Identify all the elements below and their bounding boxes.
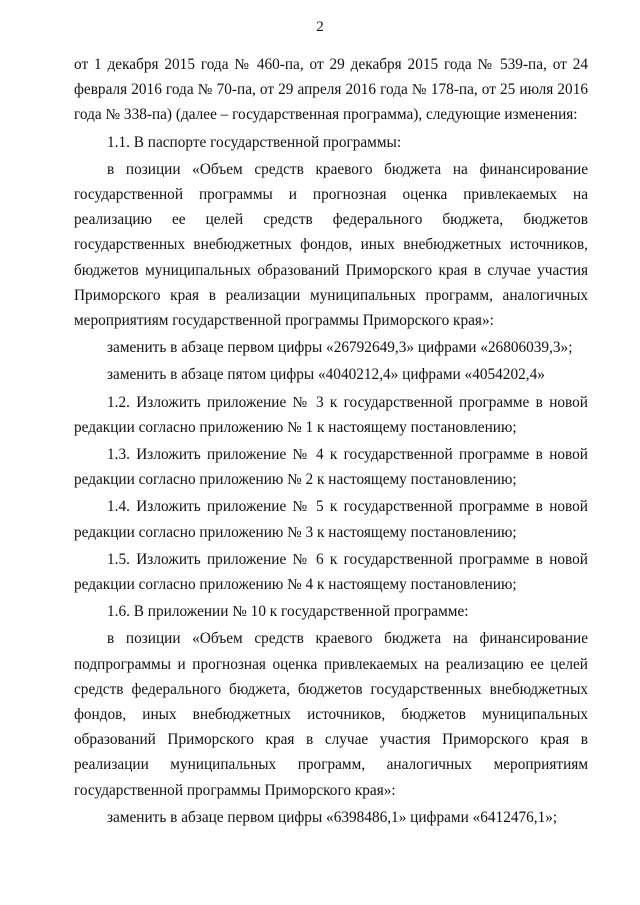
paragraph-item-1-1: 1.1. В паспорте государственной программы:	[107, 133, 402, 151]
paragraph-replace-appendix-10: заменить в абзаце первом цифры «6398486,1» цифрами «6412476,1»;	[107, 808, 558, 826]
paragraph-position-appendix-10: в позиции «Объем средств краевого бюджета на финансирование подпрограммы и прогнозная оценка привлекаемых на реализацию ее целей средств федерального бюджета, бюджетов государственных внебюджетных фондов, иных внебюджетных источников, бюджетов муниципальных образований Приморского края в случае участия Приморского края в реализации муниципальных программ, аналогичных мероприятиям государственной программы Приморского края»:	[74, 630, 588, 799]
paragraph-item-1-4: 1.4. Изложить приложение № 5 к государственной программе в новой редакции согласно приложению № 3 к настоящему постановлению;	[74, 498, 588, 541]
paragraph-intro-continuation: от 1 декабря 2015 года № 460-па, от 29 декабря 2015 года № 539-па, от 24 февраля 2016 года № 70-па, от 29 апреля 2016 года № 178-па, от 25 июля 2016 года № 338-па) (далее – государственная программа), следующие изменения:	[74, 56, 588, 124]
paragraph-item-1-3: 1.3. Изложить приложение № 4 к государственной программе в новой редакции согласно приложению № 2 к настоящему постановлению;	[74, 446, 588, 489]
paragraph-position-passport: в позиции «Объем средств краевого бюджета на финансирование государственной программы и прогнозная оценка привлекаемых на реализацию ее целей средств федерального бюджета, бюджетов государственных внебюджетных фондов, иных внебюджетных источников, бюджетов муниципальных образований Приморского края в случае участия Приморского края в реализации муниципальных программ, аналогичных мероприятиям государственной программы Приморского края»:	[74, 160, 588, 330]
page-number: 2	[316, 19, 324, 35]
paragraph-item-1-5: 1.5. Изложить приложение № 6 к государственной программе в новой редакции согласно приложению № 4 к настоящему постановлению;	[74, 550, 588, 594]
paragraph-item-1-2: 1.2. Изложить приложение № 3 к государственной программе в новой редакции согласно приложению № 1 к настоящему постановлению;	[74, 393, 588, 436]
document-body	[74, 52, 588, 830]
paragraph-replace-first: заменить в абзаце первом цифры «26792649,3» цифрами «26806039,3»;	[107, 339, 573, 357]
paragraph-item-1-6: 1.6. В приложении № 10 к государственной программе:	[107, 603, 469, 621]
paragraph-replace-fifth: заменить в абзаце пятом цифры «4040212,4» цифрами «4054202,4»	[107, 366, 545, 384]
